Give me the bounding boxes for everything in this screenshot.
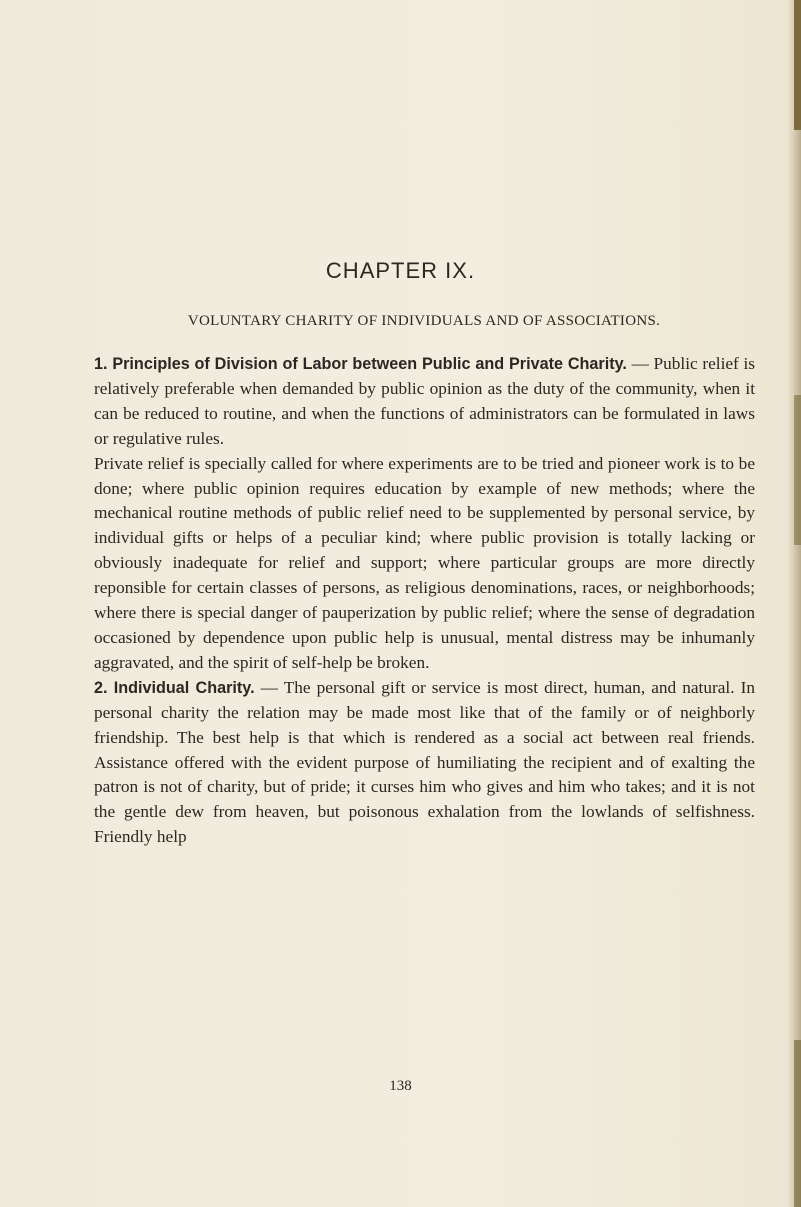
section-heading: 1. Principles of Division of Labor between Public and Private Charity. [94,355,627,373]
section-text: Private relief is specially called for where experiments are to be tried and pioneer work is to be done; where public opinion requires education by example of new methods; where the mechanical routine methods of public relief need to be supplemented by personal service, by individual gifts or helps of a peculiar kind; where public provision is totally lacking or obviously inadequate for relief and support; where particular groups are more directly reponsible for certain classes of persons, as religious denominations, races, or neighborhoods; where there is special danger of pauperization by public relief; where the sense of degradation occasioned by dependence upon public help is unusual, mental distress may be inhumanly aggravated, and the spirit of self-help be broken. [94,453,755,672]
page-edge-mark [794,1040,801,1207]
section-paragraph [94,352,755,452]
page-edge-mark [794,395,801,545]
chapter-body [94,352,755,850]
page-number: 138 [389,1078,412,1094]
section-text: — Public relief is relatively preferable when demanded by public opinion as the duty of the community, when it can be reduced to routine, and when the functions of administrators can be formulated in laws or regulative rules. [94,354,755,448]
chapter-title: CHAPTER IX. [325,258,476,283]
page-edge-mark [794,0,801,130]
section-paragraph [94,452,755,676]
chapter-subtitle: VOLUNTARY CHARITY OF INDIVIDUALS AND OF ASSOCIATIONS. [187,313,661,329]
section-heading: 2. Individual Charity. [94,678,255,697]
section-paragraph [94,676,755,850]
page-edge-shadow [787,0,801,1207]
section-text: — The personal gift or service is most direct, human, and natural. In personal charity the relation may be made most like that of the family or of neighborly friendship. The best help is that which is rendered as a social act between real friends. Assistance offered with the evident purpose of humiliating the recipient and of exalting the patron is not of charity, but of pride; it curses him who gives and him who takes; and it is not the gentle dew from heaven, but poisonous exhalation from the lowlands of selfishness. Friendly help [94,677,755,847]
